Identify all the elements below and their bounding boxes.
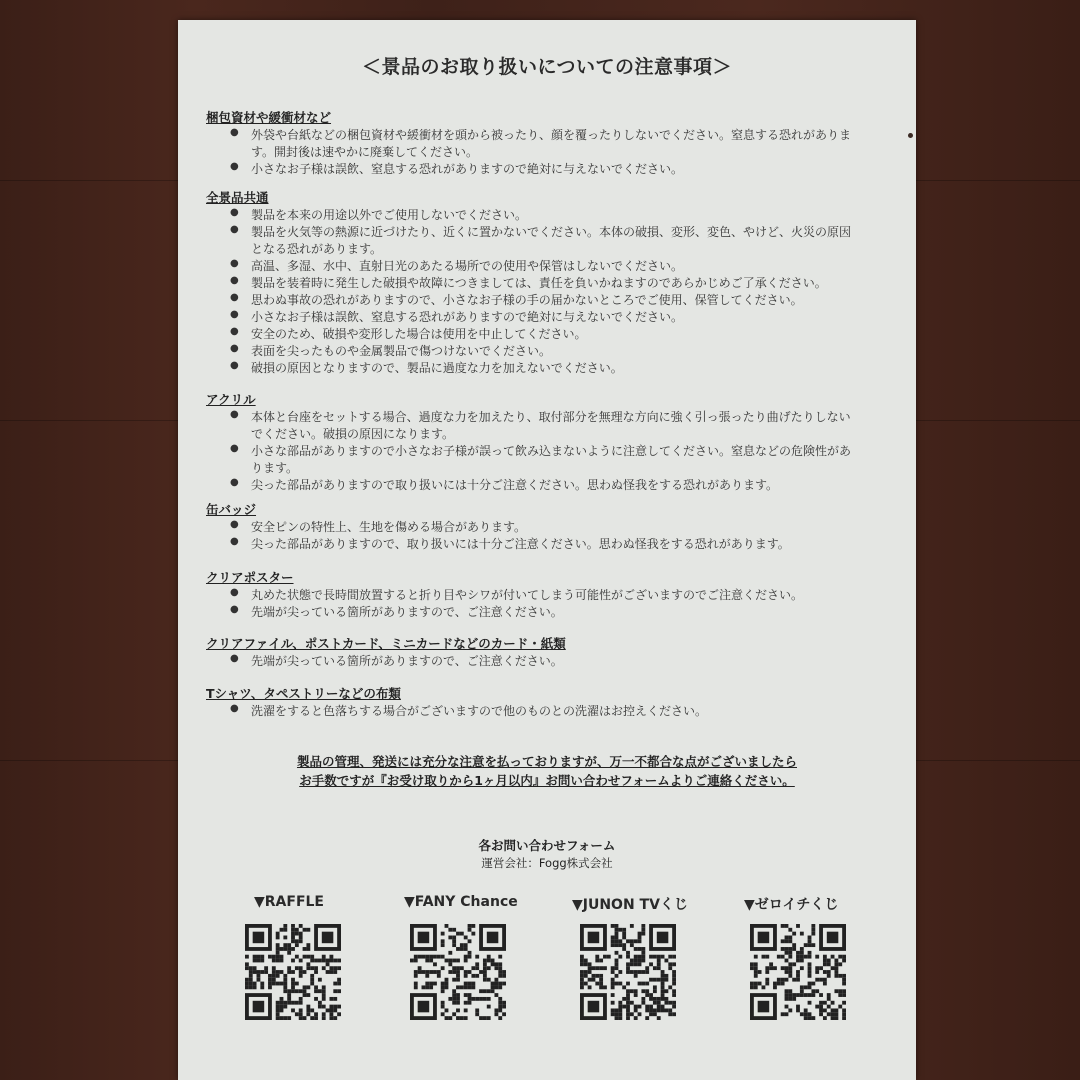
operator-name: 運営会社：Fogg株式会社 <box>481 856 613 870</box>
list-item-text: 小さな部品がありますので小さなお子様が誤って飲み込まないように注意してください。窒息などの危険性があ <box>251 444 852 458</box>
bullet-icon: ● <box>230 587 239 598</box>
punch-hole <box>908 133 913 138</box>
qr-code-junon[interactable] <box>580 924 676 1020</box>
bullet-icon: ● <box>230 224 239 235</box>
bullet-icon: ● <box>230 161 239 172</box>
list-item-text: 尖った部品がありますので取り扱いには十分ご注意ください。思わぬ怪我をする恐れがあります。 <box>251 478 779 492</box>
bullet-icon: ● <box>230 292 239 303</box>
bullet-icon: ● <box>230 653 239 664</box>
list-item-text: 洗濯をすると色落ちする場合がございますので他のものとの洗濯はお控えください。 <box>251 704 708 718</box>
bullet-icon: ● <box>230 360 239 371</box>
list-item-text: となる恐れがあります。 <box>251 242 383 256</box>
notice-sheet <box>178 20 916 1080</box>
list-item-text: 安全のため、破損や変形した場合は使用を中止してください。 <box>251 327 587 341</box>
contact-title: 各お問い合わせフォーム <box>478 838 616 853</box>
list-item-text: 破損の原因となりますので、製品に過度な力を加えないでください。 <box>251 361 623 375</box>
bullet-icon: ● <box>230 604 239 615</box>
bullet-icon: ● <box>230 326 239 337</box>
section-heading: 缶バッジ <box>206 502 257 517</box>
bullet-icon: ● <box>230 536 239 547</box>
list-item-text: 表面を尖ったものや金属製品で傷つけないでください。 <box>251 344 552 358</box>
section-heading: クリアファイル、ポストカード、ミニカードなどのカード・紙類 <box>206 636 566 651</box>
qr-code-zeroichi[interactable] <box>750 924 846 1020</box>
section-heading: Tシャツ、タペストリーなどの布類 <box>206 686 401 701</box>
list-item-text: 製品を火気等の熱源に近づけたり、近くに置かないでください。本体の破損、変形、変色、やけど、火災の原因 <box>251 225 852 239</box>
section-heading: クリアポスター <box>206 570 294 585</box>
qr-label-zeroichi: ▼ゼロイチくじ <box>744 897 839 913</box>
list-item-text: 思わぬ事故の恐れがありますので、小さなお子様の手の届かないところでご使用、保管してください。 <box>251 293 803 307</box>
list-item-text: 外袋や台紙などの梱包資材や緩衝材を頭から被ったり、顔を覆ったりしないでください。窒息する恐れがありま <box>251 128 852 142</box>
qr-code-fany[interactable] <box>410 924 506 1020</box>
qr-code-raffle[interactable] <box>245 924 341 1020</box>
bullet-icon: ● <box>230 519 239 530</box>
list-item-text: ります。 <box>251 461 299 475</box>
bullet-icon: ● <box>230 127 239 138</box>
qr-label-fany: ▼FANY Chance <box>404 894 518 910</box>
bullet-icon: ● <box>230 343 239 354</box>
list-item-text: でください。破損の原因になります。 <box>251 427 455 441</box>
bullet-icon: ● <box>230 258 239 269</box>
bullet-icon: ● <box>230 409 239 420</box>
list-item-text: 本体と台座をセットする場合、過度な力を加えたり、取付部分を無理な方向に強く引っ張ったり曲げたりしない <box>251 410 851 424</box>
list-item-text: 先端が尖っている箇所がありますので、ご注意ください。 <box>251 605 563 619</box>
list-item-text: 安全ピンの特性上、生地を傷める場合があります。 <box>251 520 527 534</box>
list-item-text: 製品を装着時に発生した破損や故障につきましては、責任を負いかねますのであらかじめご了承ください。 <box>251 276 827 290</box>
notice-line-1: 製品の管理、発送には充分な注意を払っておりますが、万一不都合な点がございましたら <box>296 754 797 769</box>
qr-label-junon: ▼JUNON TVくじ <box>572 897 688 913</box>
bullet-icon: ● <box>230 443 239 454</box>
section-heading: 梱包資材や緩衝材など <box>206 110 332 125</box>
bullet-icon: ● <box>230 275 239 286</box>
bullet-icon: ● <box>230 477 239 488</box>
list-item-text: 小さなお子様は誤飲、窒息する恐れがありますので絶対に与えないでください。 <box>251 162 684 176</box>
list-item-text: 尖った部品がありますので、取り扱いには十分ご注意ください。思わぬ怪我をする恐れがあります。 <box>251 537 790 551</box>
section-heading: アクリル <box>206 392 256 407</box>
list-item-text: す。開封後は速やかに廃棄してください。 <box>251 145 479 159</box>
list-item-text: 先端が尖っている箇所がありますので、ご注意ください。 <box>251 654 563 668</box>
list-item-text: 丸めた状態で長時間放置すると折り目やシワが付いてしまう可能性がございますのでご注意ください。 <box>251 588 804 602</box>
section-heading: 全景品共通 <box>206 190 269 205</box>
bullet-icon: ● <box>230 207 239 218</box>
list-item-text: 製品を本来の用途以外でご使用しないでください。 <box>251 208 528 222</box>
sheet-title: ＜景品のお取り扱いについての注意事項＞ <box>361 56 733 78</box>
bullet-icon: ● <box>230 309 239 320</box>
list-item-text: 高温、多湿、水中、直射日光のあたる場所での使用や保管はしないでください。 <box>251 259 684 273</box>
notice-line-2: お手数ですが『お受け取りから1ヶ月以内』お問い合わせフォームよりご連絡ください。 <box>299 773 795 788</box>
qr-label-raffle: ▼RAFFLE <box>254 894 324 910</box>
list-item-text: 小さなお子様は誤飲、窒息する恐れがありますので絶対に与えないでください。 <box>251 310 684 324</box>
bullet-icon: ● <box>230 703 239 714</box>
